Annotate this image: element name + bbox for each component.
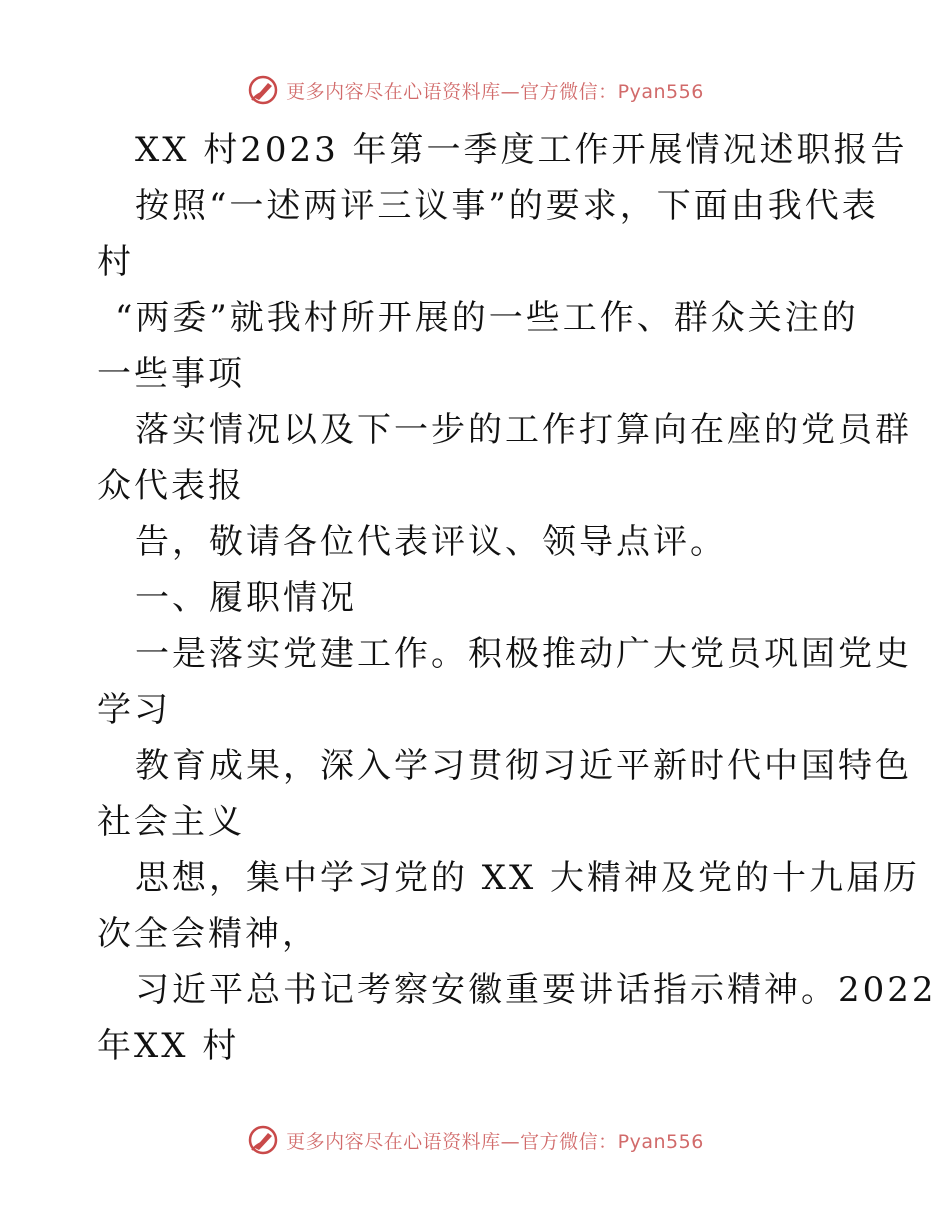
paragraph-line: 社会主义 [97, 802, 245, 842]
header-watermark [0, 70, 950, 110]
paragraph-line: 众代表报 [97, 466, 245, 506]
document-title: XX 村2023 年第一季度工作开展情况述职报告 [135, 130, 908, 170]
paragraph-line: 村 [97, 242, 134, 282]
footer-watermark [0, 1120, 950, 1160]
paragraph-line: 按照“一述两评三议事”的要求，下面由我代表 [135, 186, 879, 226]
document-body [97, 122, 937, 1074]
watermark-text: 更多内容尽在心语资料库—官方微信：Pyan556 [286, 80, 704, 103]
paragraph-line: 一些事项 [97, 354, 245, 394]
paragraph-line: “两委”就我村所开展的一些工作、群众关注的 [115, 298, 859, 338]
watermark-text: 更多内容尽在心语资料库—官方微信：Pyan556 [286, 1130, 704, 1153]
paragraph-line: 落实情况以及下一步的工作打算向在座的党员群 [135, 410, 912, 450]
paragraph-line: 一是落实党建工作。积极推动广大党员巩固党史 [135, 634, 912, 674]
paragraph-line: 年XX 村 [97, 1026, 240, 1066]
section-heading: 一、履职情况 [135, 578, 357, 618]
paragraph-line: 习近平总书记考察安徽重要讲话指示精神。2022 [135, 970, 937, 1010]
pen-nib-circle-icon [246, 1123, 280, 1157]
pen-nib-circle-icon [246, 73, 280, 107]
paragraph-line: 思想，集中学习党的 XX 大精神及党的十九届历 [135, 858, 921, 898]
paragraph-line: 次全会精神， [97, 914, 319, 954]
paragraph-line: 教育成果，深入学习贯彻习近平新时代中国特色 [135, 746, 912, 786]
paragraph-line: 告，敬请各位代表评议、领导点评。 [135, 522, 727, 562]
paragraph-line: 学习 [97, 690, 171, 730]
